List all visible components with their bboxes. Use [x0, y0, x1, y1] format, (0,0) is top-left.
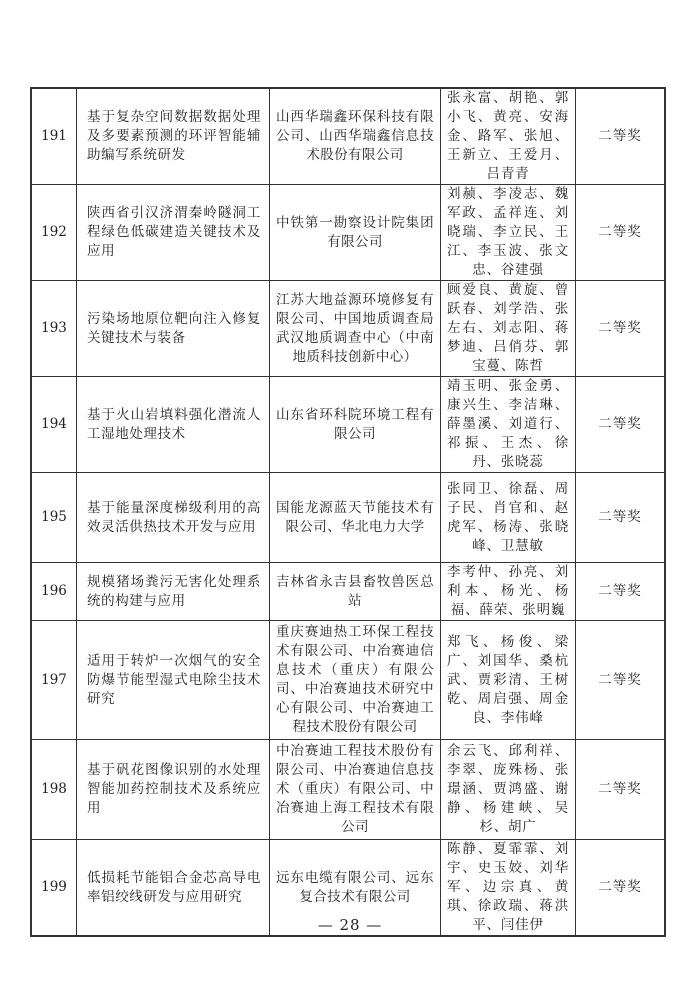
organization: 中铁第一勘察设计院集团有限公司 — [270, 185, 441, 281]
award-level: 二等奖 — [576, 740, 666, 840]
table-row — [31, 740, 665, 840]
organization: 重庆赛迪热工环保工程技术有限公司、中冶赛迪信息技术（重庆）有限公司、中冶赛迪技术研究中心有限公司、中冶赛迪工程技术股份有限公司 — [270, 621, 441, 740]
participants: 陈静、夏霏霏、刘宇、史玉姣、刘华军、边宗真、黄琪、徐政瑞、蒋洪平、闫佳伊 — [441, 840, 576, 937]
row-number: 195 — [31, 473, 77, 563]
participants: 张同卫、徐磊、周子民、肖官和、赵虎军、杨涛、张晓峰、卫慧敏 — [441, 473, 576, 563]
participants: 刘赪、李凌志、魏军政、孟祥连、刘晓瑞、李立民、王江、李玉波、张文忠、谷建强 — [441, 185, 576, 281]
project-title: 污染场地原位靶向注入修复关键技术与装备 — [77, 281, 270, 377]
table-row — [31, 185, 665, 281]
participants: 余云飞、邱利祥、李翠、庞殊杨、张璟涵、贾鸿盛、谢静、杨建峡、吴杉、胡广 — [441, 740, 576, 840]
row-number: 198 — [31, 740, 77, 840]
organization: 中冶赛迪工程技术股份有限公司、中冶赛迪信息技术（重庆）有限公司、中冶赛迪上海工程技术有限公司 — [270, 740, 441, 840]
row-number: 192 — [31, 185, 77, 281]
organization: 山西华瑞鑫环保科技有限公司、山西华瑞鑫信息技术股份有限公司 — [270, 88, 441, 185]
table-row — [31, 473, 665, 563]
page-number: — 28 — — [317, 916, 383, 934]
row-number: 191 — [31, 88, 77, 185]
project-title: 陕西省引汉济渭秦岭隧洞工程绿色低碳建造关键技术及应用 — [77, 185, 270, 281]
organization: 江苏大地益源环境修复有限公司、中国地质调查局武汉地质调查中心（中南地质科技创新中心） — [270, 281, 441, 377]
project-title: 适用于转炉一次烟气的安全防爆节能型湿式电除尘技术研究 — [77, 621, 270, 740]
table-row — [31, 563, 665, 621]
organization: 远东电缆有限公司、远东复合技术有限公司 — [270, 840, 441, 937]
project-title: 基于能量深度梯级利用的高效灵活供热技术开发与应用 — [77, 473, 270, 563]
row-number: 197 — [31, 621, 77, 740]
row-number: 199 — [31, 840, 77, 937]
row-number: 196 — [31, 563, 77, 621]
project-title: 基于矾花图像识别的水处理智能加药控制技术及系统应用 — [77, 740, 270, 840]
organization: 吉林省永吉县畜牧兽医总站 — [270, 563, 441, 621]
participants: 郑飞、杨俊、梁广、刘国华、桑杭武、贾彩清、王树乾、周启强、周金良、李伟峰 — [441, 621, 576, 740]
row-number: 194 — [31, 377, 77, 473]
participants: 张永富、胡艳、郭小飞、黄亮、安海金、路军、张旭、王新立、王爱月、吕青青 — [441, 88, 576, 185]
award-level: 二等奖 — [576, 563, 666, 621]
participants: 顾爱良、黄旋、曾跃春、刘学浩、张左右、刘志阳、蒋梦迪、吕俏芬、郭宝蔓、陈哲 — [441, 281, 576, 377]
table-row — [31, 88, 665, 185]
participants: 靖玉明、张金勇、康兴生、李洁琳、薛墨溪、刘道行、祁振、王杰、徐丹、张晓蕊 — [441, 377, 576, 473]
project-title: 规模猪场粪污无害化处理系统的构建与应用 — [77, 563, 270, 621]
award-level: 二等奖 — [576, 88, 666, 185]
project-title: 基于火山岩填料强化潜流人工湿地处理技术 — [77, 377, 270, 473]
table-row — [31, 377, 665, 473]
project-title: 低损耗节能铝合金芯高导电率铝绞线研发与应用研究 — [77, 840, 270, 937]
award-level: 二等奖 — [576, 840, 666, 937]
award-level: 二等奖 — [576, 621, 666, 740]
table-row — [31, 621, 665, 740]
table-row — [31, 281, 665, 377]
participants: 李考仲、孙亮、刘利本、杨光、杨福、薛荣、张明巍 — [441, 563, 576, 621]
organization: 国能龙源蓝天节能技术有限公司、华北电力大学 — [270, 473, 441, 563]
award-level: 二等奖 — [576, 377, 666, 473]
award-level: 二等奖 — [576, 185, 666, 281]
project-title: 基于复杂空间数据数据处理及多要素预测的环评智能辅助编写系统研发 — [77, 88, 270, 185]
awards-table — [30, 87, 666, 937]
row-number: 193 — [31, 281, 77, 377]
award-level: 二等奖 — [576, 281, 666, 377]
award-level: 二等奖 — [576, 473, 666, 563]
organization: 山东省环科院环境工程有限公司 — [270, 377, 441, 473]
